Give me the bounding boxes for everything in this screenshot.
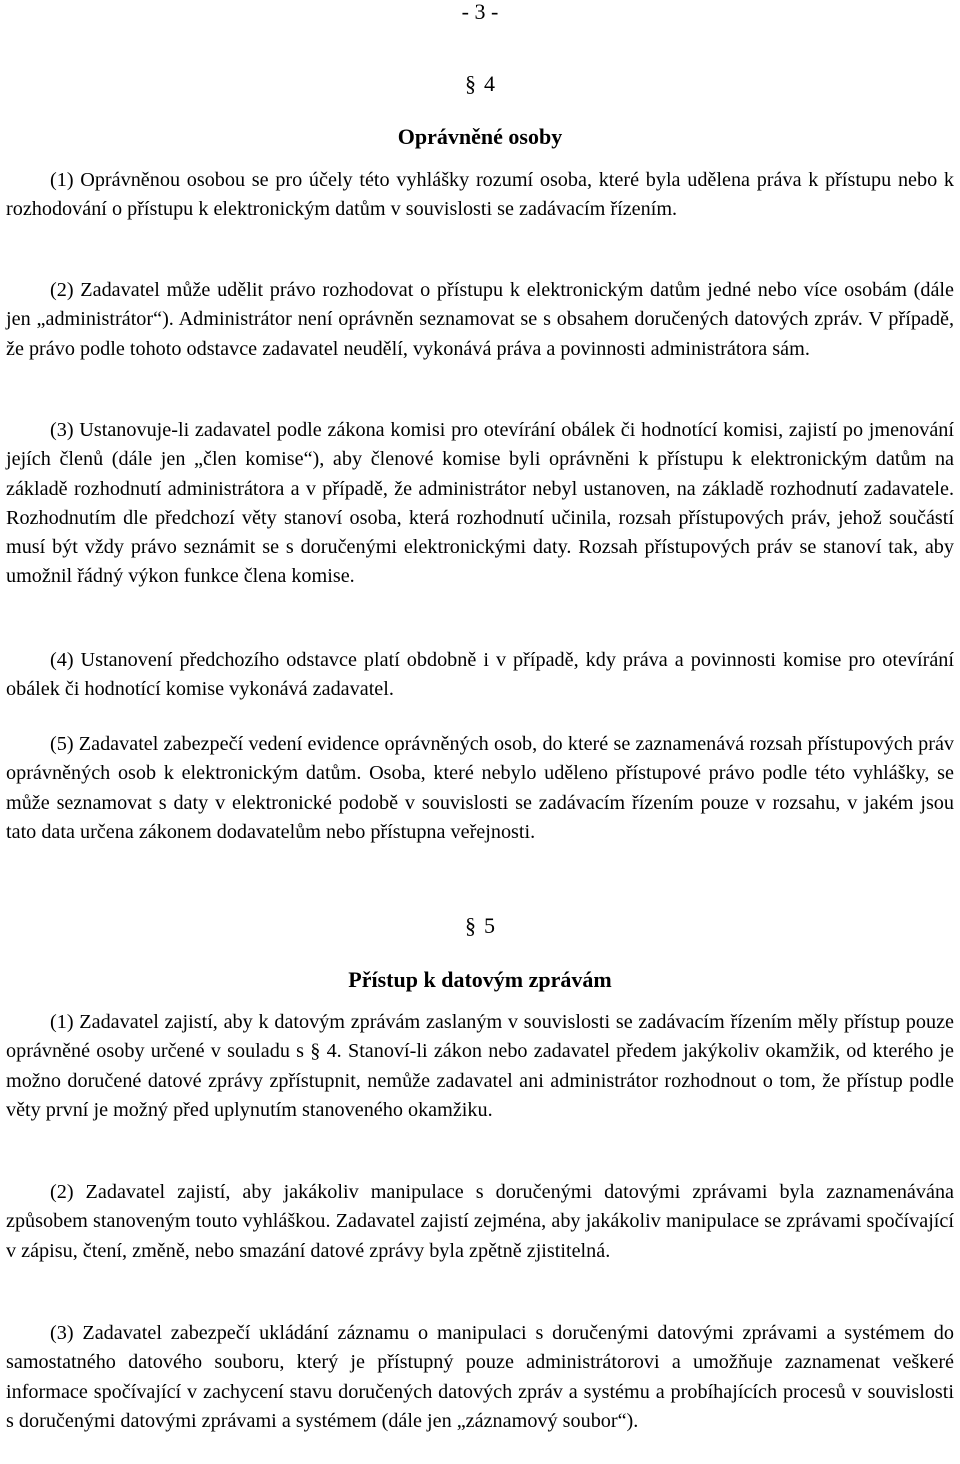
section-symbol: § xyxy=(465,913,476,938)
section-number: 5 xyxy=(484,913,495,938)
section-4-heading xyxy=(0,70,960,98)
section-5-paragraph-2: (2) Zadavatel zajistí, aby jakákoliv manipulace s doručenými datovými zprávami byla zaznamenávána způsobem stanoveným touto vyhláškou. Zadavatel zajistí zejména, aby jakákoliv manipulace se zprávami spočívající v zápisu, čtení, změně, nebo smazání datové zprávy byla zpětně zjistitelná. xyxy=(6,1181,954,1262)
section-4-paragraph-1: (1) Oprávněnou osobou se pro účely této vyhlášky rozumí osoba, které byla udělena práva k přístupu nebo k rozhodování o přístupu k elektronickým datům v souvislosti se zadávacím řízením. xyxy=(6,169,954,221)
page-number: - 3 - xyxy=(461,0,499,24)
section-5-heading xyxy=(0,912,960,940)
section-4-paragraph-4: (4) Ustanovení předchozího odstavce platí obdobně i v případě, kdy práva a povinnosti komise pro otevírání obálek či hodnotící komise vykonává zadavatel. xyxy=(6,649,954,701)
section-number: 4 xyxy=(484,71,495,96)
section-5-paragraph-1: (1) Zadavatel zajistí, aby k datovým zprávám zaslaným v souvislosti se zadávacím řízením měly přístup pouze oprávněné osoby určené v souladu s § 4. Stanoví-li zákon nebo zadavatel předem jakýkoliv okamžik, od kterého je možno doručené datové zprávy zpřístupnit, nemůže zadavatel ani administrátor rozhodnout o tom, že přístup podle věty první je možný před uplynutím stanoveného okamžiku. xyxy=(6,1011,954,1121)
section-4-paragraph-3: (3) Ustanovuje-li zadavatel podle zákona komisi pro otevírání obálek či hodnotící komisi, zajistí po jmenování jejích členů (dále jen „člen komise“), aby členové komise byli oprávněni k přístupu k elektronickým datům na základě rozhodnutí administrátora a v případě, že administrátor nebyl ustanoven, na základě rozhodnutí zadavatele. Rozhodnutím dle předchozí věty stanoví osoba, která rozhodnutí učinila, rozsah přístupových práv, jehož součástí musí být vždy právo seznámit se s doručenými elektronickými daty. Rozsah přístupových práv se stanoví tak, aby umožnil řádný výkon funkce člena komise. xyxy=(6,419,954,588)
section-symbol: § xyxy=(465,71,476,96)
section-5-paragraph-3: (3) Zadavatel zabezpečí ukládání záznamu o manipulaci s doručenými datovými zprávami a systémem do samostatného datového souboru, který je přístupný pouze administrátorovi a umožňuje zaznamenat veškeré informace spočívající v zachycení stavu doručených datových zpráv a systému a probíhajících procesů v souvislosti s doručenými datovými zprávami a systémem (dále jen „záznamový soubor“). xyxy=(6,1322,954,1432)
section-4-title: Oprávněné osoby xyxy=(397,124,563,149)
section-4-paragraph-2: (2) Zadavatel může udělit právo rozhodovat o přístupu k elektronickým datům jedné nebo více osobám (dále jen „administrátor“). Administrátor není oprávněn seznamovat se s obsahem doručených datových zpráv. V případě, že právo podle tohoto odstavce zadavatel neudělí, vykonává práva a povinnosti administrátora sám. xyxy=(6,279,954,360)
section-4-paragraph-5: (5) Zadavatel zabezpečí vedení evidence oprávněných osob, do které se zaznamenává rozsah přístupových práv oprávněných osob k elektronickým datům. Osoba, které nebylo uděleno přístupové právo podle této vyhlášky, se může seznamovat s daty v elektronické podobě v souvislosti se zadávacím řízením pouze v rozsahu, v jakém jsou tato data určena zákonem dodavatelům nebo přístupna veřejnosti. xyxy=(6,733,954,843)
section-5-title: Přístup k datovým zprávám xyxy=(348,967,612,992)
